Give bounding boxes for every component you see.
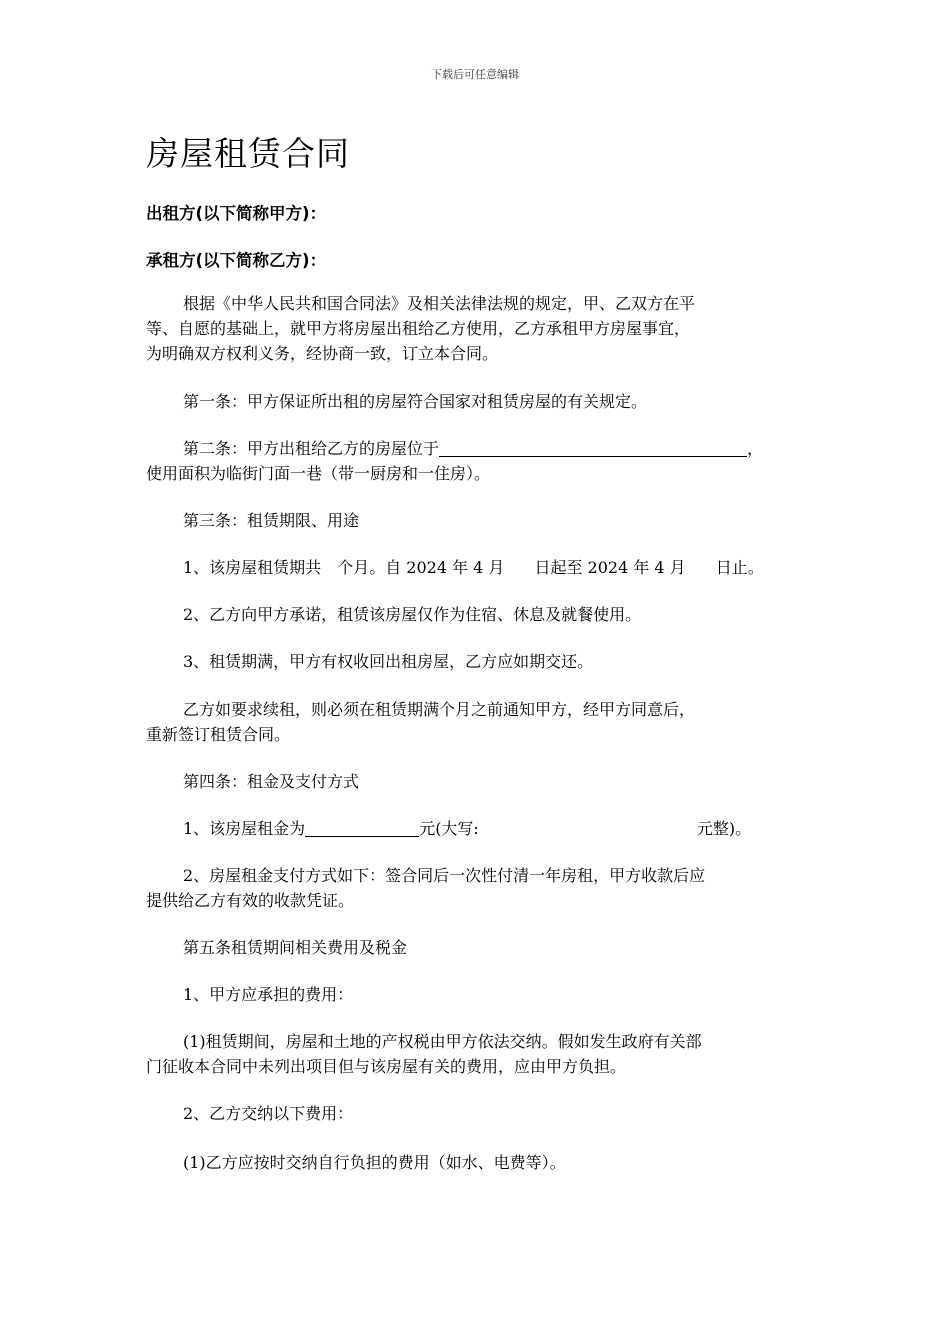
article-2-prefix: 第二条：甲方出租给乙方的房屋位于: [183, 439, 440, 458]
tax-line-1: (1)租赁期间，房屋和土地的产权税由甲方依法交纳。假如发生政府有关部: [183, 1032, 702, 1051]
article-1: 第一条：甲方保证所出租的房屋符合国家对租赁房屋的有关规定。: [183, 392, 648, 411]
article-5-item-1: 1、甲方应承担的费用：: [183, 985, 354, 1004]
article-4-heading: 第四条：租金及支付方式: [183, 772, 360, 791]
rent-amount-blank: [305, 818, 419, 837]
article-5-item-2: 2、乙方交纳以下费用：: [183, 1104, 354, 1123]
intro-line-1: 根据《中华人民共和国合同法》及相关法律法规的规定，甲、乙双方在平: [183, 294, 696, 313]
term-text-b: 个月。自 2024 年 4 月: [337, 558, 505, 577]
rent-text-a: 1、该房屋租金为: [183, 819, 306, 838]
rent-text-c: 元整)。: [696, 819, 752, 838]
lessor-line: 出租方(以下简称甲方)：: [146, 204, 327, 223]
article-5-item-1-sub-1: [146, 1029, 808, 1079]
term-text-d: 日止。: [715, 558, 764, 577]
address-blank: [439, 438, 747, 457]
article-5-item-2-sub-1: (1)乙方应按时交纳自行负担的费用（如水、电费等）。: [183, 1153, 566, 1172]
payment-line-1: 2、房屋租金支付方式如下：签合同后一次性付清一年房租，甲方收款后应: [183, 866, 706, 885]
article-3-item-3: 3、租赁期满，甲方有权收回出租房屋，乙方应如期交还。: [183, 652, 594, 671]
article-3-item-2: 2、乙方向甲方承诺，租赁该房屋仅作为住宿、休息及就餐使用。: [183, 605, 642, 624]
intro-line-3: 为明确双方权利义务，经协商一致，订立本合同。: [146, 344, 499, 363]
rent-text-b: 元(大写:: [419, 819, 479, 838]
article-3-item-1: [146, 555, 845, 580]
article-5-heading: 第五条租赁期间相关费用及税金: [183, 938, 408, 957]
renewal-line-1: 乙方如要求续租，则必须在租赁期满个月之前通知甲方，经甲方同意后，: [183, 700, 696, 719]
article-2: [146, 436, 808, 486]
lessee-line: 承租方(以下简称乙方)：: [146, 251, 327, 270]
article-4-item-2: [146, 863, 808, 913]
intro-line-2: 等、自愿的基础上，就甲方将房屋出租给乙方使用，乙方承租甲方房屋事宜，: [146, 319, 691, 338]
renewal-line-2: 重新签订租赁合同。: [146, 725, 291, 744]
article-2-line-2: 使用面积为临街门面一巷（带一厨房和一住房）。: [146, 464, 491, 483]
intro-paragraph: [146, 291, 808, 366]
term-text-c: 日起至 2024 年 4 月: [534, 558, 686, 577]
renewal-paragraph: [146, 697, 808, 747]
document-title: 房屋租赁合同: [146, 134, 350, 173]
page-header: 下载后可任意编辑: [431, 68, 519, 81]
article-2-suffix: ，: [747, 439, 764, 458]
article-4-item-1: [146, 816, 845, 841]
term-text-a: 1、该房屋租赁期共: [183, 558, 322, 577]
tax-line-2: 门征收本合同中未列出项目但与该房屋有关的费用，应由甲方负担。: [146, 1057, 627, 1076]
payment-line-2: 提供给乙方有效的收款凭证。: [146, 891, 355, 910]
article-3-heading: 第三条：租赁期限、用途: [183, 511, 360, 530]
